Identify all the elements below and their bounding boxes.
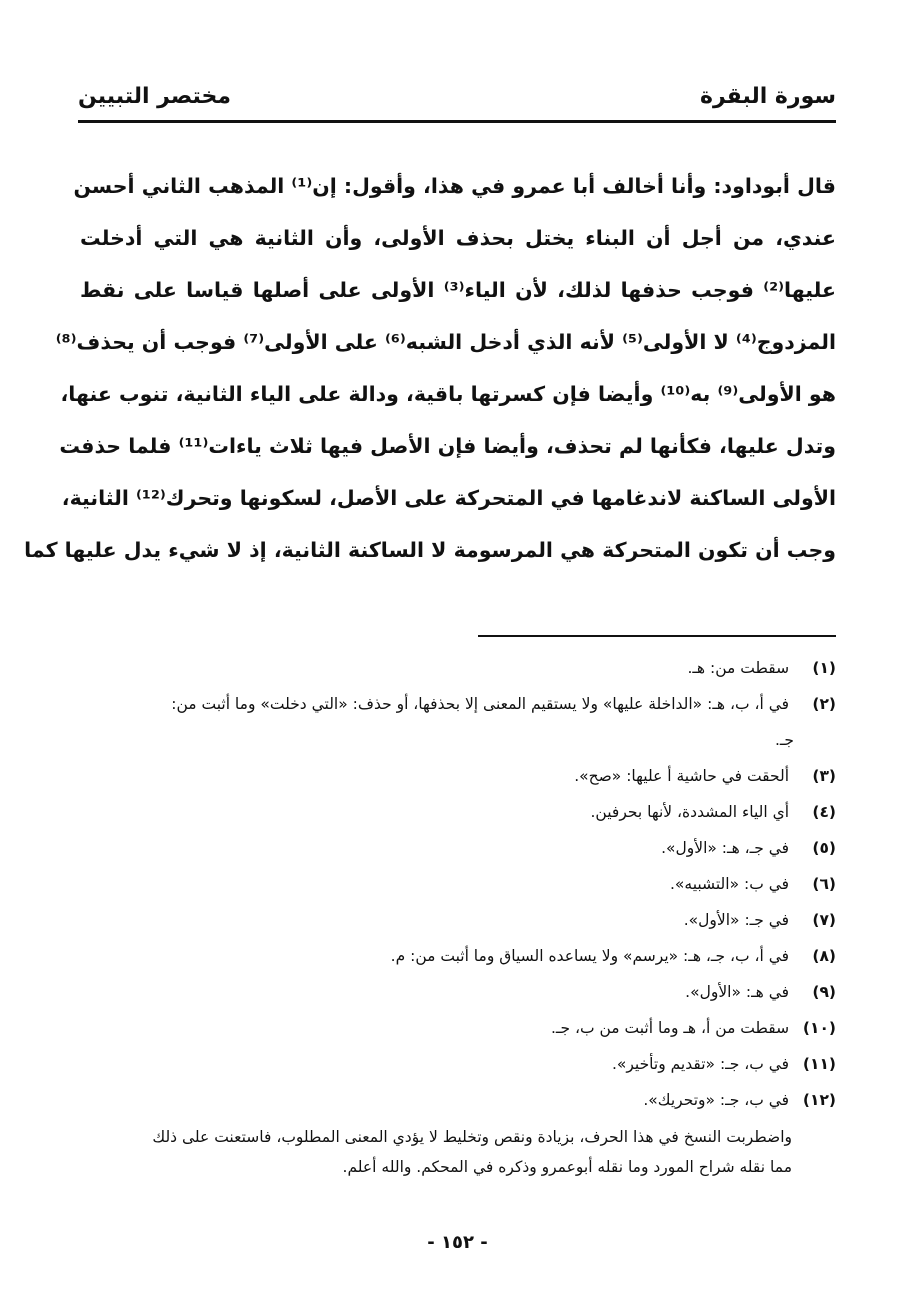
footnote-item	[80, 902, 836, 938]
footnote-text: في أ، ب، جـ، هـ: «يرسم» ولا يساعده السياق وما أثبت من: م.	[390, 947, 790, 965]
text-line: عليها⁽²⁾ فوجب حذفها لذلك، لأن الياء⁽³⁾ الأولى على أصلها قياسا على نقط	[80, 278, 836, 302]
footnote-item	[80, 794, 836, 830]
page-number: - ١٥٢ -	[427, 1232, 488, 1253]
footnote-text: سقطت من أ، هـ وما أثبت من ب، جـ.	[550, 1019, 790, 1037]
footnote-note-line: واضطربت النسخ في هذا الحرف، بزيادة ونقص وتخليط لا يؤدي المعنى المطلوب، فاستعنت على ذلك	[152, 1128, 792, 1146]
footnote-text: في جـ، هـ: «الأول».	[661, 839, 790, 857]
footnote-text: في جـ: «الأول».	[683, 911, 790, 929]
footnote-number: (٥)	[812, 839, 836, 857]
main-text	[24, 160, 836, 576]
footnote-number: (٨)	[812, 947, 836, 965]
footnote-number: (١٢)	[802, 1091, 836, 1109]
text-line: المزدوج⁽⁴⁾ لا الأولى⁽⁵⁾ لأنه الذي أدخل الشبه⁽⁶⁾ على الأولى⁽⁷⁾ فوجب أن يحذف⁽⁸⁾	[55, 330, 836, 354]
text-line: الأولى الساكنة لاندغامها في المتحركة على الأصل، لسكونها وتحرك⁽¹²⁾ الثانية،	[61, 486, 836, 510]
surah-title: سورة البقرة	[699, 84, 836, 109]
footnotes	[80, 650, 836, 1182]
footnote-text: في ب، جـ: «تقديم وتأخير».	[611, 1055, 790, 1073]
footnote-number: (٣)	[812, 767, 836, 785]
footnote-item	[80, 1010, 836, 1046]
footnote-text: أي الياء المشددة، لأنها بحرفين.	[590, 803, 790, 821]
header-divider	[78, 120, 836, 123]
footnote-text: في ب: «التشبيه».	[669, 875, 790, 893]
footnote-number: (٦)	[812, 875, 836, 893]
footnote-number: (٤)	[812, 803, 836, 821]
footnote-item	[80, 650, 836, 686]
footnote-item	[80, 938, 836, 974]
text-line: وتدل عليها، فكأنها لم تحذف، وأيضا فإن الأصل فيها ثلاث ياءات⁽¹¹⁾ فلما حذفت	[59, 434, 836, 458]
footnote-divider	[478, 635, 836, 637]
footnote-item	[80, 974, 836, 1010]
footnote-item	[80, 1046, 836, 1082]
footnote-text: في هـ: «الأول».	[685, 983, 790, 1001]
footnote-item	[80, 1082, 836, 1118]
footnote-text: سقطت من: هـ.	[687, 659, 790, 677]
footnote-item	[80, 686, 836, 722]
footnote-continuation: جـ.	[774, 731, 794, 749]
footnote-number: (١)	[812, 659, 836, 677]
footnote-note	[80, 1122, 836, 1182]
footnote-item	[80, 758, 836, 794]
footnote-number: (١٠)	[802, 1019, 836, 1037]
text-line: قال أبوداود: وأنا أخالف أبا عمرو في هذا، وأقول: إن⁽¹⁾ المذهب الثاني أحسن	[73, 174, 836, 198]
text-line: عندي، من أجل أن البناء يختل بحذف الأولى، وأن الثانية هي التي أدخلت	[80, 226, 836, 250]
footnote-item	[80, 866, 836, 902]
text-line: هو الأولى⁽⁹⁾ به⁽¹⁰⁾ وأيضا فإن كسرتها باقية، ودالة على الياء الثانية، تنوب عنها،	[60, 382, 836, 406]
footnote-text: ألحقت في حاشية أ عليها: «صح».	[574, 767, 790, 785]
footnote-text: في ب، جـ: «وتحريك».	[643, 1091, 790, 1109]
running-header	[78, 84, 836, 124]
text-line: وجب أن تكون المتحركة هي المرسومة لا الساكنة الثانية، إذ لا شيء يدل عليها كما	[24, 538, 836, 562]
book-title: مختصر التبيين	[78, 84, 232, 109]
footnote-text: في أ، ب، هـ: «الداخلة عليها» ولا يستقيم المعنى إلا بحذفها، أو حذف: «التي دخلت» وما أثبت من:	[171, 695, 790, 713]
footnote-item	[80, 830, 836, 866]
footnote-number: (٢)	[812, 695, 836, 713]
footnote-number: (٧)	[812, 911, 836, 929]
footnote-number: (١١)	[802, 1055, 836, 1073]
footnote-number: (٩)	[812, 983, 836, 1001]
footnote-note-line: مما نقله شراح المورد وما نقله أبوعمرو وذكره في المحكم. والله أعلم.	[342, 1158, 792, 1176]
